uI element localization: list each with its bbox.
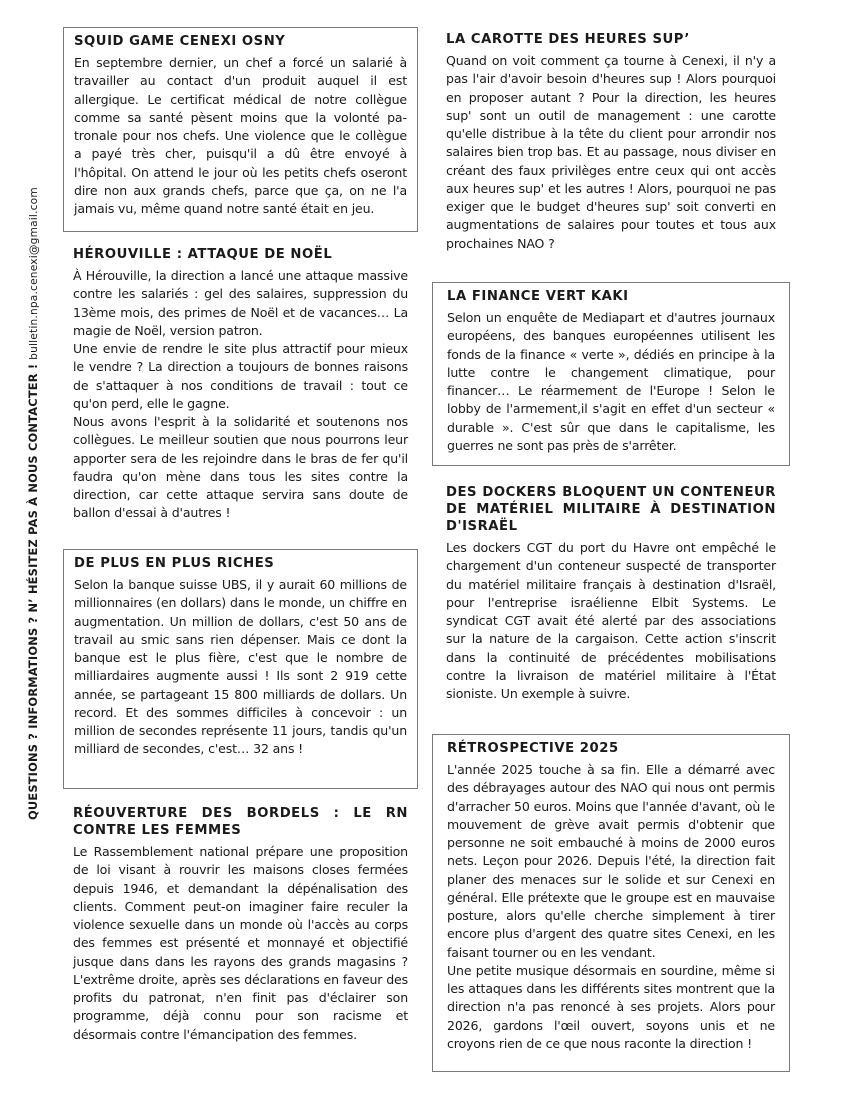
article-plus-riches [63, 549, 418, 789]
article-body: L'année 2025 touche à sa fin. Elle a démarré avec des débrayages autour des NAO qui nous ont permis d'arracher 50 euros. Moins que l'année d'avant, où le mouvement de grève avait permis d'obtenir que personne ne soit embauché à moins de 2000 euros nets. Leçon pour 2026. Depuis l'été, la direction fait planer des menaces sur le solide et sur Cenexi en général. Elle prétexte que le groupe est en mauvaise posture, alors qu'elle cherche simplement à tirer encore plus d'argent des quatre sites Cenexi, en les faisant tourner ou en les vendant. [447, 762, 775, 960]
article-title: HÉROUVILLE : ATTAQUE DE NOËL [73, 247, 333, 262]
article-body: En septembre dernier, un chef a forcé un salarié à travailler au contact d'un produit auquel il est allergique. Le certificat médical de notre collègue comme sa santé pèsent moins que la volonté patronale pour nos chefs. Une violence que le collègue a payé très cher, puisqu'il a dû être envoyé à l'hôpital. On attend le jour où les petits chefs oseront dire non aux grands chefs, parce que ça, on ne l'a jamais vu, même quand notre santé était en jeu. [74, 55, 407, 216]
article-body: Le Rassemblement national prépare une proposition de loi visant à rouvrir les maisons closes fermées depuis 1946, et demandant la dépénalisation des clients. Comment peut-on imaginer faire reculer la violence sexuelle dans un monde où l'accès au corps des femmes est présenté et monnayé et objectifié jusque dans dans les rayons des grands magasins ? L'extrême droite, après ses déclarations en faveur des profits du patronat, n'en finit pas d'éclairer son programme, déjà connu pour son racisme et désormais contre l'émancipation des femmes. [73, 844, 408, 1042]
article-dockers [432, 484, 790, 703]
article-title: DES DOCKERS BLOQUENT UN CONTENEUR DE MATÉRIEL MILITAIRE À DESTINATION D'ISRAËL [446, 485, 776, 534]
article-body: Selon un enquête de Mediapart et d'autres journaux européens, des banques européennes utilisent les fonds de la finance « verte », dédiés en principe à la lutte contre le changement climatique, pour financer… Le réarmement de l'Europe ! Selon le lobby de l'armement,il s'agit en effet d'un secteur « durable ». C'est sûr que dans le capitalisme, les guerres ne sont pas près de s'arrêter. [447, 310, 775, 453]
contact-banner [26, 130, 40, 820]
article-body: Selon la banque suisse UBS, il y aurait 60 millions de millionnaires (en dollars) dans le monde, un chiffre en augmentation. Un million de dollars, c'est 50 ans de travail au smic sans rien dépenser. Mais ce dont la banque est le plus fière, c'est que le nombre de milliardaires augmente aussi ! Ils sont 2 919 cette année, se partageant 15 800 milliards de dollars. Un record. Et des sommes difficiles à concevoir : un million de secondes représente 11 jours, tandis qu'un milliard de secondes, c'est… 32 ans ! [74, 577, 407, 757]
contact-prompt: QUESTIONS ? INFORMATIONS ? N’ HÉSITEZ PAS À NOUS CONTACTER ! [26, 363, 40, 820]
article-title: LA CAROTTE DES HEURES SUP’ [446, 32, 690, 47]
article-body: Une envie de rendre le site plus attractif pour mieux le vendre ? La direction a toujours de bonnes raisons de s'attaquer à nos conditions de travail : tout ce qu'on perd, elle le gagne. [73, 341, 408, 411]
article-body: Quand on voit comment ça tourne à Cenexi, il n'y a pas l'air d'avoir besoin d'heures sup ! Alors pourquoi en proposer autant ? Pour la direction, les heures sup' sont un outil de management : une carotte qu'elle distribue à la tête du client pour arrondir nos salaires bien trop bas. Et au passage, nous diviser en créant des faux privilèges entre ceux qui ont accès aux heures sup' et les autres ! Alors, pourquoi ne pas exiger que le budget d'heures sup' soit converti en augmentations de salaires pour toutes et tous aux prochaines NAO ? [446, 53, 776, 251]
article-title: DE PLUS EN PLUS RICHES [74, 556, 275, 571]
contact-email[interactable]: bulletin.npa.cenexi@gmail.com [28, 187, 40, 360]
article-body: Une petite musique désormais en sourdine, même si les attaques dans les différents sites montrent que la direction n'a pas renoncé à ses projets. Alors pour 2026, gardons l'œil ouvert, soyons unis et ne croyons rien de ce que nous raconte la direction ! [447, 962, 775, 1051]
article-heures-sup [432, 31, 790, 253]
article-title: RÉOUVERTURE DES BORDELS : LE RN CONTRE LES FEMMES [73, 806, 408, 838]
article-herouville [63, 246, 418, 523]
article-title: SQUID GAME CENEXI OSNY [74, 34, 286, 49]
article-body: Nous avons l'esprit à la solidarité et soutenons nos collègues. Le meilleur soutien que nous pourrons leur apporter sera de les rejoindre dans le bras de fer qu'il faudra qu'on mène dans tous les sites contre la direction, car cette attaque servira sans doute de ballon d'essai à d'autres ! [73, 414, 408, 521]
article-finance-kaki [432, 282, 790, 466]
article-title: RÉTROSPECTIVE 2025 [447, 741, 619, 756]
article-squid-game [63, 27, 418, 232]
article-bordels-rn [63, 805, 418, 1044]
article-body: À Hérouville, la direction a lancé une attaque massive contre les salariés : gel des salaires, suppression du 13ème mois, des primes de Noël et de vacances… La magie de Noël, version patron. [73, 268, 408, 338]
article-retrospective [432, 734, 790, 1072]
article-title: LA FINANCE VERT KAKI [447, 289, 629, 304]
article-body: Les dockers CGT du port du Havre ont empêché le chargement d'un conteneur suspecté de transporter du matériel militaire français à destination d'Israël, pour l'entreprise israélienne Elbit Systems. Le syndicat CGT avait été alerté par des associations sur la nature de la cargaison. Cette action s'inscrit dans la continuité de précédentes mobilisations contre la livraison de matériel militaire à l'État sioniste. Un exemple à suivre. [446, 540, 776, 701]
